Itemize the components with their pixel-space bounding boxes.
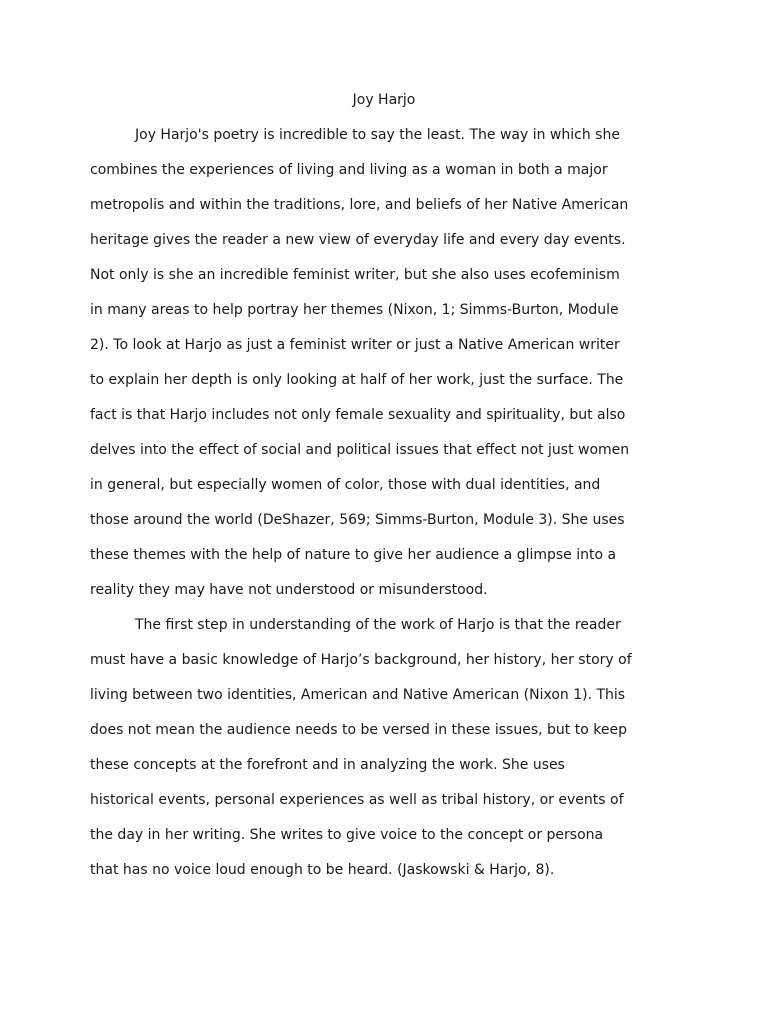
paragraph-2-line-7: the day in her writing. She writes to give voice to the concept or persona	[90, 827, 604, 843]
paragraph-1-line-10: delves into the effect of social and political issues that effect not just women	[90, 442, 630, 458]
paragraph-1-line-14: reality they may have not understood or misunderstood.	[90, 582, 488, 598]
paragraph-1-line-5: Not only is she an incredible feminist writer, but she also uses ecofeminism	[90, 267, 620, 283]
paragraph-1-line-2: combines the experiences of living and living as a woman in both a major	[90, 162, 608, 178]
paragraph-1-line-7: 2). To look at Harjo as just a feminist writer or just a Native American writer	[90, 337, 620, 353]
paragraph-1-line-1: Joy Harjo's poetry is incredible to say the least. The way in which she	[135, 127, 620, 143]
paragraph-1-line-12: those around the world (DeShazer, 569; Simms-Burton, Module 3). She uses	[90, 512, 625, 528]
paragraph-1-line-9: fact is that Harjo includes not only female sexuality and spirituality, but also	[90, 407, 626, 423]
paragraph-1-line-8: to explain her depth is only looking at half of her work, just the surface. The	[90, 372, 624, 388]
paragraph-2-line-3: living between two identities, American and Native American (Nixon 1). This	[90, 687, 626, 703]
paragraph-1-line-4: heritage gives the reader a new view of everyday life and every day events.	[90, 232, 626, 248]
document-title: Joy Harjo	[352, 92, 416, 108]
paragraph-1-line-3: metropolis and within the traditions, lore, and beliefs of her Native American	[90, 197, 629, 213]
paragraph-2-line-5: these concepts at the forefront and in analyzing the work. She uses	[90, 757, 565, 773]
paragraph-1-line-6: in many areas to help portray her themes (Nixon, 1; Simms-Burton, Module	[90, 302, 619, 318]
paragraph-2-line-2: must have a basic knowledge of Harjo’s background, her history, her story of	[90, 652, 632, 668]
paragraph-2-line-8: that has no voice loud enough to be heard. (Jaskowski & Harjo, 8).	[90, 862, 555, 878]
paragraph-2-line-6: historical events, personal experiences as well as tribal history, or events of	[90, 792, 624, 808]
paragraph-1-line-11: in general, but especially women of color, those with dual identities, and	[90, 477, 601, 493]
paragraph-1-line-13: these themes with the help of nature to give her audience a glimpse into a	[90, 547, 617, 563]
paragraph-2-line-1: The first step in understanding of the work of Harjo is that the reader	[135, 617, 621, 633]
paragraph-2-line-4: does not mean the audience needs to be versed in these issues, but to keep	[90, 722, 627, 738]
